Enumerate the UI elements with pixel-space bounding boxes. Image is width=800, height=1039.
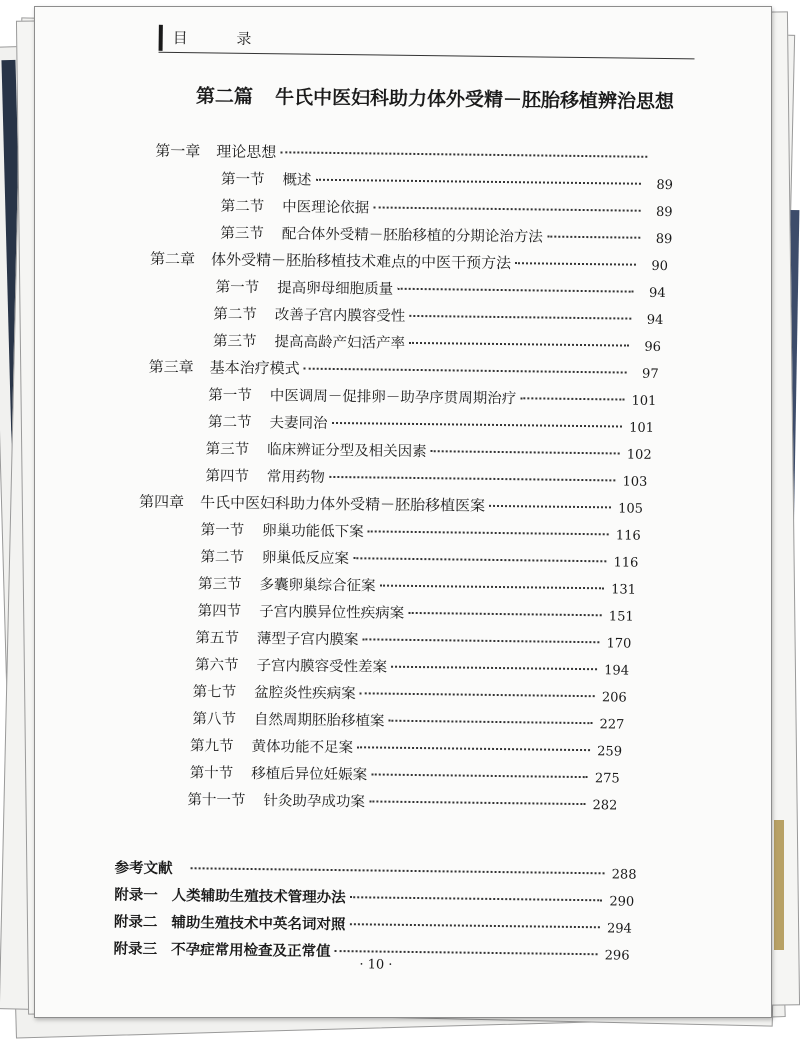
toc-section-row[interactable] [216,276,666,301]
toc-chapter-row[interactable] [150,248,668,274]
leader-dots [360,692,595,697]
toc-number: 第四节 [198,599,242,621]
leader-dots [431,450,620,454]
toc-number: 第一节 [221,168,265,190]
toc-number: 第四章 [139,491,184,513]
toc-page-number: 102 [624,448,652,463]
toc-page-number: 131 [608,582,636,597]
toc-page-number: 116 [610,555,638,570]
toc-title: 体外受精－胚胎移植技术难点的中医干预方法 [211,248,511,273]
toc-number: 第四节 [205,464,249,486]
appendix-label: 附录一 [114,883,158,905]
appendix-label: 附录二 [114,910,158,932]
toc-page-number: 96 [633,340,661,355]
appendix-page-number: 288 [608,867,636,882]
toc-section-row[interactable] [201,518,641,543]
toc-title: 自然周期胚胎移植案 [254,708,385,731]
appendix-label: 附录三 [113,937,157,959]
toc-section-row[interactable] [195,653,629,678]
toc-title: 理论思想 [216,141,276,163]
toc-page-number: 275 [592,771,620,786]
toc-page-number: 90 [640,259,668,274]
toc-number: 第五节 [195,626,239,648]
toc-section-row[interactable] [221,168,673,194]
toc-section-row[interactable] [208,383,656,408]
leader-dots [280,151,647,157]
appendix-page-number: 290 [606,894,634,909]
appendix-page-number: 296 [601,948,629,963]
toc-page-number: 89 [645,178,673,193]
leader-dots [371,773,588,778]
header-label: 目 录 [173,27,274,49]
leader-dots [391,666,597,671]
toc-section-row[interactable] [213,303,663,328]
leader-dots [368,530,609,535]
toc-title: 改善子宫内膜容受性 [275,303,406,326]
leader-dots [547,236,641,239]
toc-chapter-row[interactable] [139,491,643,517]
toc-title: 多囊卵巢综合征案 [259,573,375,595]
toc-title: 移植后异位妊娠案 [251,762,367,784]
leader-dots [304,368,627,374]
toc-chapter-row[interactable] [149,356,659,382]
leader-dots [380,585,605,590]
toc-title: 薄型子宫内膜案 [257,627,359,649]
toc-number: 第二节 [213,303,257,325]
toc-title: 概述 [282,168,311,189]
toc-title: 黄体功能不足案 [251,735,353,757]
toc-title: 子宫内膜容受性差案 [256,654,387,677]
toc-title: 配合体外受精－胚胎移植的分期论治方法 [282,222,543,246]
leader-dots [397,288,634,293]
toc-number: 第八节 [192,707,236,729]
toc-number: 第十节 [190,761,234,783]
toc-title: 常用药物 [267,465,325,487]
leader-dots [409,315,631,320]
leader-dots [357,746,590,751]
toc-number: 第二节 [221,195,265,217]
toc-section-row[interactable] [195,626,631,651]
toc-number: 第二章 [150,248,195,270]
leader-dots [329,476,616,482]
leader-dots [520,397,624,400]
toc-page-number: 105 [615,501,643,516]
toc-appendix-row[interactable] [114,883,634,909]
toc-section-row[interactable] [190,761,620,786]
toc-page-number: 89 [644,232,672,247]
toc-section-row[interactable] [187,788,617,813]
part-label: 第二篇 [196,85,253,108]
toc-page-number: 227 [596,717,624,732]
toc-page-number: 101 [628,394,656,409]
toc-title: 子宫内膜异位性疾病案 [259,600,404,623]
toc-section-row[interactable] [208,410,654,435]
toc-number: 第二节 [208,410,252,432]
toc-number: 第九节 [190,734,234,756]
toc-page-number: 94 [638,286,666,301]
toc-chapter-row[interactable] [155,140,679,166]
toc-number: 第一节 [216,276,260,298]
toc-page-number: 94 [635,313,663,328]
appendix-page-number: 294 [604,921,632,936]
leader-dots [315,179,641,185]
toc-title: 夫妻同治 [269,411,327,433]
toc-section-row[interactable] [206,437,652,462]
toc-section-row[interactable] [220,222,672,248]
toc-title: 盆腔炎性疾病案 [254,681,356,703]
document-page [34,6,772,1018]
toc-title: 牛氏中医妇科助力体外受精－胚胎移植医案 [200,491,485,515]
toc-page-number: 89 [645,205,673,220]
header-rule [159,52,695,60]
toc-page-number: 103 [619,474,647,489]
leader-dots [515,262,636,265]
toc-title: 提高高龄产妇活产率 [274,330,405,353]
toc-section-row[interactable] [198,599,634,624]
table-of-contents [41,6,772,12]
toc-page-number: 97 [631,367,659,382]
toc-section-row[interactable] [213,329,661,354]
leader-dots [409,342,629,347]
page-number: · 10 · [359,957,392,972]
toc-number: 第三节 [213,329,257,351]
leader-dots [408,612,602,616]
toc-page-number: 170 [603,636,631,651]
appendix-label: 参考文献 [114,856,172,878]
toc-section-row[interactable] [205,464,647,489]
toc-page-number: 101 [626,421,654,436]
toc-section-row[interactable] [193,680,627,705]
toc-title: 中医理论依据 [282,195,369,217]
leader-dots [388,720,592,724]
leader-dots [350,896,603,901]
toc-number: 第三章 [149,356,194,378]
toc-section-row[interactable] [190,734,622,759]
leader-dots [349,923,600,928]
toc-title: 中医调周－促排卵－助孕序贯周期治疗 [270,384,517,408]
toc-section-row[interactable] [192,707,624,732]
leader-dots [373,206,641,211]
toc-section-row[interactable] [198,572,636,597]
toc-appendix-row[interactable] [114,856,636,882]
leader-dots [369,800,586,805]
appendix-title: 不孕症常用检查及正常值 [171,938,331,961]
toc-page-number: 282 [589,798,617,813]
toc-number: 第一节 [201,518,245,540]
part-heading [196,81,674,114]
leader-dots [332,422,623,428]
toc-title: 针灸助孕成功案 [263,789,365,811]
toc-title: 提高卵母细胞质量 [277,276,393,298]
toc-title: 卵巢功能低下案 [262,519,364,541]
leader-dots [191,867,605,874]
toc-number: 第六节 [195,653,239,675]
toc-number: 第三节 [220,222,264,244]
toc-number: 第七节 [193,680,237,702]
toc-number: 第三节 [198,572,242,594]
toc-page-number: 116 [613,528,641,543]
leader-dots [335,950,598,955]
leader-dots [353,557,607,562]
toc-number: 第一节 [208,383,252,405]
leader-dots [362,638,599,643]
leader-dots [489,505,611,508]
toc-title: 基本治疗模式 [210,356,300,378]
toc-page-number: 194 [601,663,629,678]
toc-section-row[interactable] [221,195,673,221]
toc-appendix-row[interactable] [114,910,632,936]
toc-number: 第一章 [155,140,200,162]
toc-title: 临床辨证分型及相关因素 [267,438,427,461]
toc-number: 第十一节 [187,788,245,810]
part-title: 牛氏中医妇科助力体外受精－胚胎移植辨治思想 [275,86,674,113]
toc-number: 第三节 [206,437,250,459]
book-cover-edge [774,820,784,950]
header-bar [159,25,163,51]
toc-section-row[interactable] [200,545,638,570]
toc-page-number: 206 [599,690,627,705]
toc-page-number: 151 [606,609,634,624]
appendix-title: 人类辅助生殖技术管理办法 [172,884,346,907]
toc-title: 卵巢低反应案 [262,546,349,568]
toc-number: 第二节 [200,545,244,567]
toc-page-number: 259 [594,744,622,759]
appendix-title: 辅助生殖技术中英名词对照 [171,911,345,934]
